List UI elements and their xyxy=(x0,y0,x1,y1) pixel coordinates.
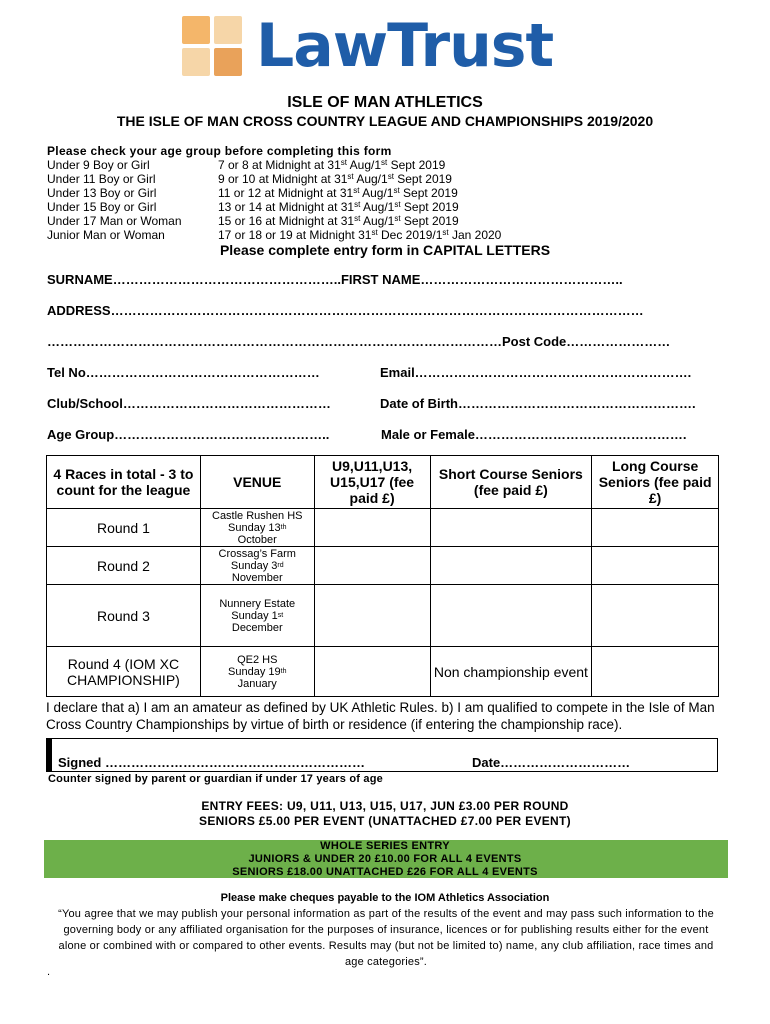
signed-field[interactable]: Signed …………………………………………………… xyxy=(58,755,365,770)
age-row: Under 17 Man or Woman 15 or 16 at Midnight at 31st Aug/1st Sept 2019 xyxy=(47,214,459,228)
address-field[interactable]: ADDRESS…………………………………………………………………………………………………………… xyxy=(47,303,644,318)
junior-fee-cell[interactable] xyxy=(314,509,430,547)
long-course-cell[interactable] xyxy=(592,647,719,697)
age-row: Under 11 Boy or Girl 9 or 10 at Midnight at 31st Aug/1st Sept 2019 xyxy=(47,172,452,186)
col-header-juniors-fee: U9,U11,U13, U15,U17 (fee paid £) xyxy=(314,456,430,509)
age-row: Under 15 Boy or Girl 13 or 14 at Midnight at 31st Aug/1st Sept 2019 xyxy=(47,200,459,214)
table-header-row xyxy=(47,456,719,509)
venue-cell: QE2 HS Sunday 19th January xyxy=(200,647,314,697)
round-name: Round 3 xyxy=(47,585,201,647)
round-name: Round 4 (IOM XC CHAMPIONSHIP) xyxy=(47,647,201,697)
age-group-heading: Please check your age group before completing this form xyxy=(47,144,392,158)
lawtrust-logo xyxy=(182,11,554,81)
seniors-fees-line: SENIORS £5.00 PER EVENT (UNATTACHED £7.00 PER EVENT) xyxy=(199,814,571,828)
surname-firstname-field[interactable]: SURNAME……………………………………………..FIRST NAME……………………………………….. xyxy=(47,272,623,287)
series-juniors: JUNIORS & UNDER 20 £10.00 FOR ALL 4 EVENTS xyxy=(248,853,522,865)
venue-cell: Crossag’s Farm Sunday 3rd November xyxy=(200,547,314,585)
long-course-cell[interactable] xyxy=(592,585,719,647)
short-course-cell[interactable] xyxy=(430,585,592,647)
logo-brand-text: LawTrust xyxy=(256,11,554,81)
declaration-text: I declare that a) I am an amateur as defined by UK Athletic Rules. b) I am qualified to compete in the Isle of Man Cross Country Championships by virtue of birth or residence (if entering the championship race). xyxy=(46,700,715,732)
table-row xyxy=(47,585,719,647)
cheques-note: Please make cheques payable to the IOM Athletics Association xyxy=(220,892,550,904)
tel-field[interactable]: Tel No……………………………………………… xyxy=(47,365,320,380)
short-course-cell[interactable] xyxy=(430,547,592,585)
venue-cell: Castle Rushen HS Sunday 13th October xyxy=(200,509,314,547)
date-field[interactable]: Date………………………… xyxy=(472,755,631,770)
logo-square xyxy=(182,16,210,44)
series-title: WHOLE SERIES ENTRY xyxy=(320,840,450,852)
age-row: Under 9 Boy or Girl 7 or 8 at Midnight at 31st Aug/1st Sept 2019 xyxy=(47,158,446,172)
age-group-field[interactable]: Age Group………………………………………….. xyxy=(47,427,330,442)
date-of-birth-field[interactable]: Date of Birth………………………………………………. xyxy=(380,396,696,411)
counter-sign-note: Counter signed by parent or guardian if under 17 years of age xyxy=(48,773,383,785)
long-course-cell[interactable] xyxy=(592,509,719,547)
series-seniors: SENIORS £18.00 UNATTACHED £26 FOR ALL 4 EVENTS xyxy=(232,866,538,878)
col-header-venue: VENUE xyxy=(200,456,314,509)
table-row xyxy=(47,647,719,697)
club-school-field[interactable]: Club/School………………………………………… xyxy=(47,396,331,411)
age-row: Junior Man or Woman 17 or 18 or 19 at Midnight 31st Dec 2019/1st Jan 2020 xyxy=(47,228,502,242)
age-row: Under 13 Boy or Girl 11 or 12 at Midnight at 31st Aug/1st Sept 2019 xyxy=(47,186,458,200)
round-name: Round 2 xyxy=(47,547,201,585)
entry-fees-line: ENTRY FEES: U9, U11, U13, U15, U17, JUN £3.00 PER ROUND xyxy=(201,799,569,813)
col-header-races: 4 Races in total - 3 to count for the league xyxy=(47,456,201,509)
footer-dot: . xyxy=(47,966,51,978)
email-field[interactable]: Email………………………………………………………. xyxy=(380,365,692,380)
logo-square xyxy=(182,48,210,76)
page-title: ISLE OF MAN ATHLETICS xyxy=(287,94,483,111)
venue-cell: Nunnery Estate Sunday 1st December xyxy=(200,585,314,647)
junior-fee-cell[interactable] xyxy=(314,585,430,647)
consent-text: “You agree that we may publish your personal information as part of the results of the event and may pass such information to the governing body or any affiliated organisation for the purposes of insurance, licences or for publishing results either for the event alone or combined with or compared to other events. Results may (but not be limited to) name, any club affiliation, race times and age categories”. xyxy=(58,908,714,968)
page-subtitle: THE ISLE OF MAN CROSS COUNTRY LEAGUE AND CHAMPIONSHIPS 2019/2020 xyxy=(116,113,654,129)
long-course-cell[interactable] xyxy=(592,547,719,585)
short-course-cell[interactable] xyxy=(430,509,592,547)
logo-square xyxy=(214,16,242,44)
round-name: Round 1 xyxy=(47,509,201,547)
table-row xyxy=(47,547,719,585)
logo-squares-icon xyxy=(182,16,242,76)
gender-field[interactable]: Male or Female…………………………………………. xyxy=(381,427,687,442)
table-row xyxy=(47,509,719,547)
junior-fee-cell[interactable] xyxy=(314,547,430,585)
col-header-short-course: Short Course Seniors (fee paid £) xyxy=(430,456,592,509)
races-table xyxy=(46,455,719,697)
address-postcode-field[interactable]: ……………………………………………………………………………………………Post Code…………………… xyxy=(47,334,671,349)
junior-fee-cell[interactable] xyxy=(314,647,430,697)
short-course-cell: Non championship event xyxy=(430,647,592,697)
col-header-long-course: Long Course Seniors (fee paid £) xyxy=(592,456,719,509)
logo-square xyxy=(214,48,242,76)
capital-letters-note: Please complete entry form in CAPITAL LETTERS xyxy=(219,242,551,258)
